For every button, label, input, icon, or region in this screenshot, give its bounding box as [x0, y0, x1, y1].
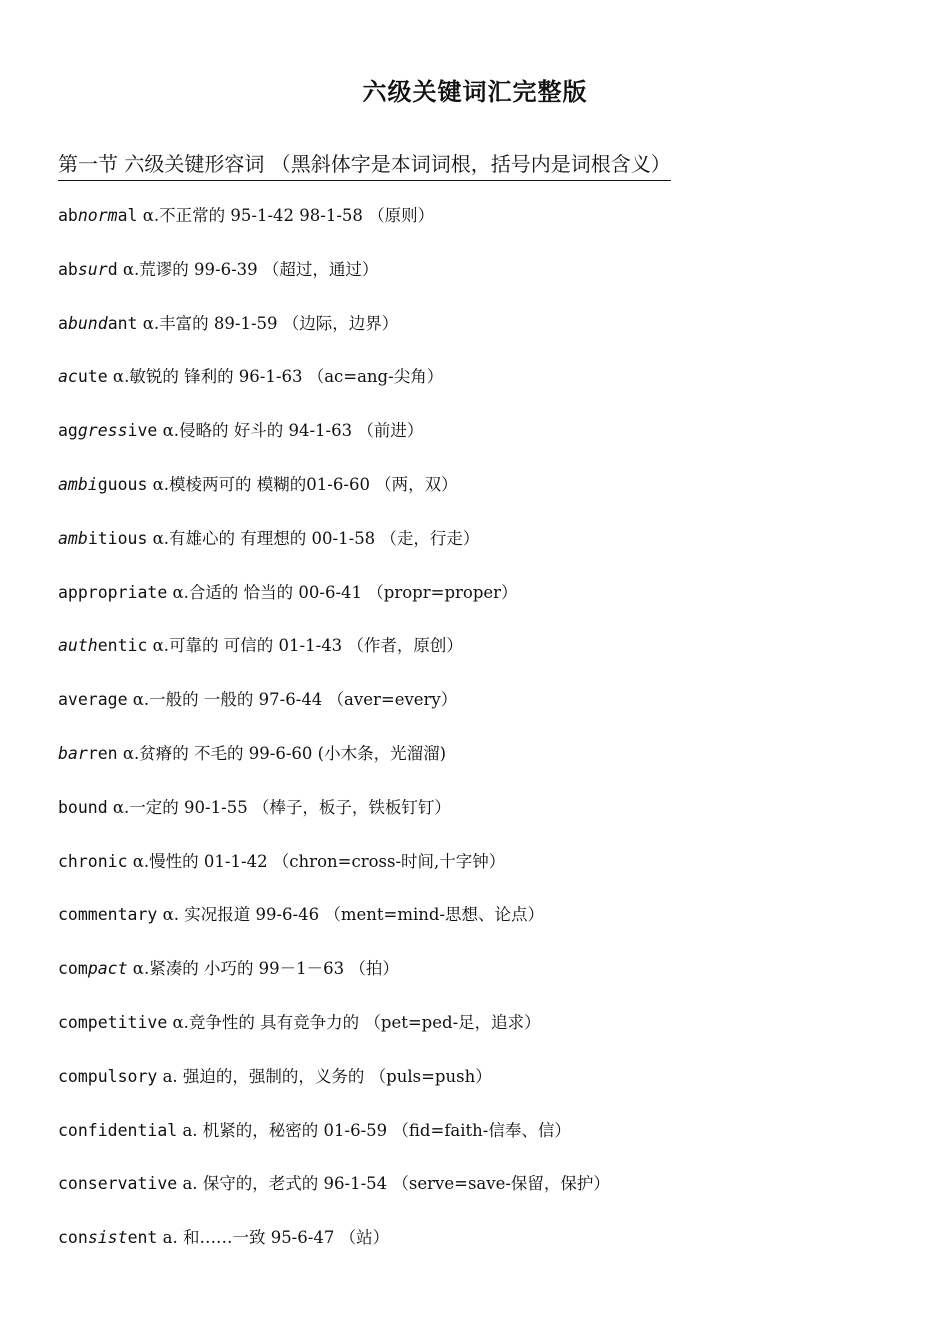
- vocab-word: [58, 1174, 177, 1193]
- vocab-word: [58, 798, 108, 817]
- vocab-word: [58, 1067, 157, 1086]
- word-prefix: bound: [58, 797, 108, 817]
- vocab-word: [58, 260, 118, 279]
- vocab-definition: α.贫瘠的 不毛的 99-6-60 (小木条，光溜溜): [117, 743, 447, 763]
- vocab-word: [58, 583, 167, 602]
- word-prefix: com: [58, 959, 88, 979]
- word-root: amb: [58, 528, 88, 548]
- vocab-definition: α.侵略的 好斗的 94-1-63 （前进）: [157, 421, 424, 441]
- word-root: ambi: [58, 474, 98, 494]
- word-root: bar: [58, 743, 88, 763]
- vocabulary-list: [58, 202, 938, 1278]
- word-root: ac: [58, 367, 78, 387]
- vocab-word: [58, 314, 138, 333]
- vocab-entry: [58, 417, 938, 471]
- vocab-word: [58, 852, 128, 871]
- word-suffix: ant: [107, 313, 138, 333]
- word-prefix: a: [58, 313, 68, 333]
- word-prefix: competitive: [58, 1012, 168, 1032]
- vocab-definition: α.有雄心的 有理想的 00-1-58 （走，行走）: [147, 528, 480, 548]
- word-root: bund: [67, 313, 108, 333]
- vocab-entry: [58, 1170, 938, 1224]
- word-root: sur: [77, 259, 108, 279]
- vocab-word: [58, 206, 138, 225]
- vocab-entry: [58, 848, 938, 902]
- vocab-definition: α.荒谬的 99-6-39 （超过，通过）: [117, 259, 379, 279]
- vocab-entry: [58, 525, 938, 579]
- vocab-entry: [58, 1009, 938, 1063]
- vocab-entry: [58, 632, 938, 686]
- word-prefix: confidential: [58, 1120, 178, 1140]
- vocab-definition: α. 实况报道 99-6-46 （ment=mind-思想、论点）: [157, 905, 545, 925]
- word-root: norm: [77, 206, 118, 225]
- vocab-definition: α.紧凑的 小巧的 99－1－63 （拍）: [127, 959, 399, 979]
- vocab-entry: [58, 1224, 938, 1278]
- vocab-entry: [58, 686, 938, 740]
- vocab-word: [58, 529, 147, 548]
- vocab-word: [58, 959, 128, 978]
- document-title: 六级关键词汇完整版: [362, 78, 588, 106]
- section-heading: 第一节 六级关键形容词 （黑斜体字是本词词根，括号内是词根含义）: [58, 148, 671, 181]
- word-prefix: commentary: [58, 905, 158, 925]
- vocab-word: [58, 367, 108, 386]
- word-prefix: con: [58, 1228, 88, 1248]
- vocab-definition: a. 强迫的，强制的，义务的 （puls=push）: [157, 1066, 492, 1086]
- vocab-entry: [58, 363, 938, 417]
- vocab-word: [58, 475, 147, 494]
- word-root: auth: [58, 636, 98, 656]
- word-prefix: appropriate: [58, 582, 168, 602]
- vocab-definition: α.一般的 一般的 97-6-44 （aver=every）: [127, 690, 458, 710]
- vocab-entry: [58, 901, 938, 955]
- vocab-entry: [58, 740, 938, 794]
- vocab-entry: [58, 202, 938, 256]
- word-suffix: itious: [87, 528, 148, 548]
- vocab-entry: [58, 579, 938, 633]
- vocab-word: [58, 1013, 167, 1032]
- vocab-entry: [58, 471, 938, 525]
- vocab-definition: a. 和……一致 95-6-47 （站）: [157, 1228, 390, 1248]
- vocab-word: [58, 690, 128, 709]
- vocab-entry: [58, 1063, 938, 1117]
- vocab-definition: α.可靠的 可信的 01-1-43 （作者，原创）: [147, 636, 463, 656]
- word-suffix: entic: [97, 636, 148, 656]
- vocab-word: [58, 421, 157, 440]
- vocab-entry: [58, 1117, 938, 1171]
- word-suffix: ren: [87, 743, 118, 763]
- word-prefix: ag: [58, 421, 78, 441]
- word-prefix: conservative: [58, 1174, 178, 1194]
- vocab-definition: α.竞争性的 具有竞争力的 （pet=ped-足，追求）: [167, 1012, 541, 1032]
- word-prefix: chronic: [58, 851, 128, 871]
- word-prefix: ab: [58, 206, 78, 225]
- word-prefix: compulsory: [58, 1066, 158, 1086]
- vocab-definition: a. 保守的，老式的 96-1-54 （serve=save-保留，保护）: [177, 1174, 610, 1194]
- word-suffix: al: [117, 206, 138, 225]
- vocab-definition: α.丰富的 89-1-59 （边际，边界）: [137, 313, 399, 333]
- word-prefix: average: [58, 690, 128, 710]
- word-prefix: ab: [58, 259, 78, 279]
- vocab-definition: α.不正常的 95-1-42 98-1-58 （原则）: [137, 206, 435, 225]
- vocab-definition: α.敏锐的 锋利的 96-1-63 （ac=ang-尖角）: [107, 367, 444, 387]
- vocab-definition: a. 机紧的，秘密的 01-6-59 （fid=faith-信奉、信）: [177, 1120, 571, 1140]
- vocab-entry: [58, 256, 938, 310]
- word-suffix: ute: [77, 367, 108, 387]
- vocab-definition: α.合适的 恰当的 00-6-41 （propr=proper）: [167, 582, 518, 602]
- vocab-word: [58, 1121, 177, 1140]
- word-suffix: guous: [97, 474, 148, 494]
- vocab-word: [58, 905, 157, 924]
- word-suffix: ent: [127, 1228, 158, 1248]
- vocab-word: [58, 636, 147, 655]
- vocab-entry: [58, 310, 938, 364]
- vocab-word: [58, 1228, 157, 1247]
- vocab-definition: α.一定的 90-1-55 （棒子，板子，铁板钉钉）: [107, 797, 451, 817]
- word-root: pact: [87, 959, 128, 979]
- vocab-entry: [58, 955, 938, 1009]
- word-root: gress: [77, 421, 128, 441]
- word-suffix: ive: [127, 421, 158, 441]
- vocab-definition: α.模棱两可的 模糊的01-6-60 （两，双）: [147, 474, 458, 494]
- vocab-entry: [58, 794, 938, 848]
- vocab-word: [58, 744, 118, 763]
- word-suffix: d: [107, 259, 118, 279]
- vocab-definition: α.慢性的 01-1-42 （chron=cross-时间,十字钟）: [127, 851, 506, 871]
- word-root: sist: [87, 1228, 128, 1248]
